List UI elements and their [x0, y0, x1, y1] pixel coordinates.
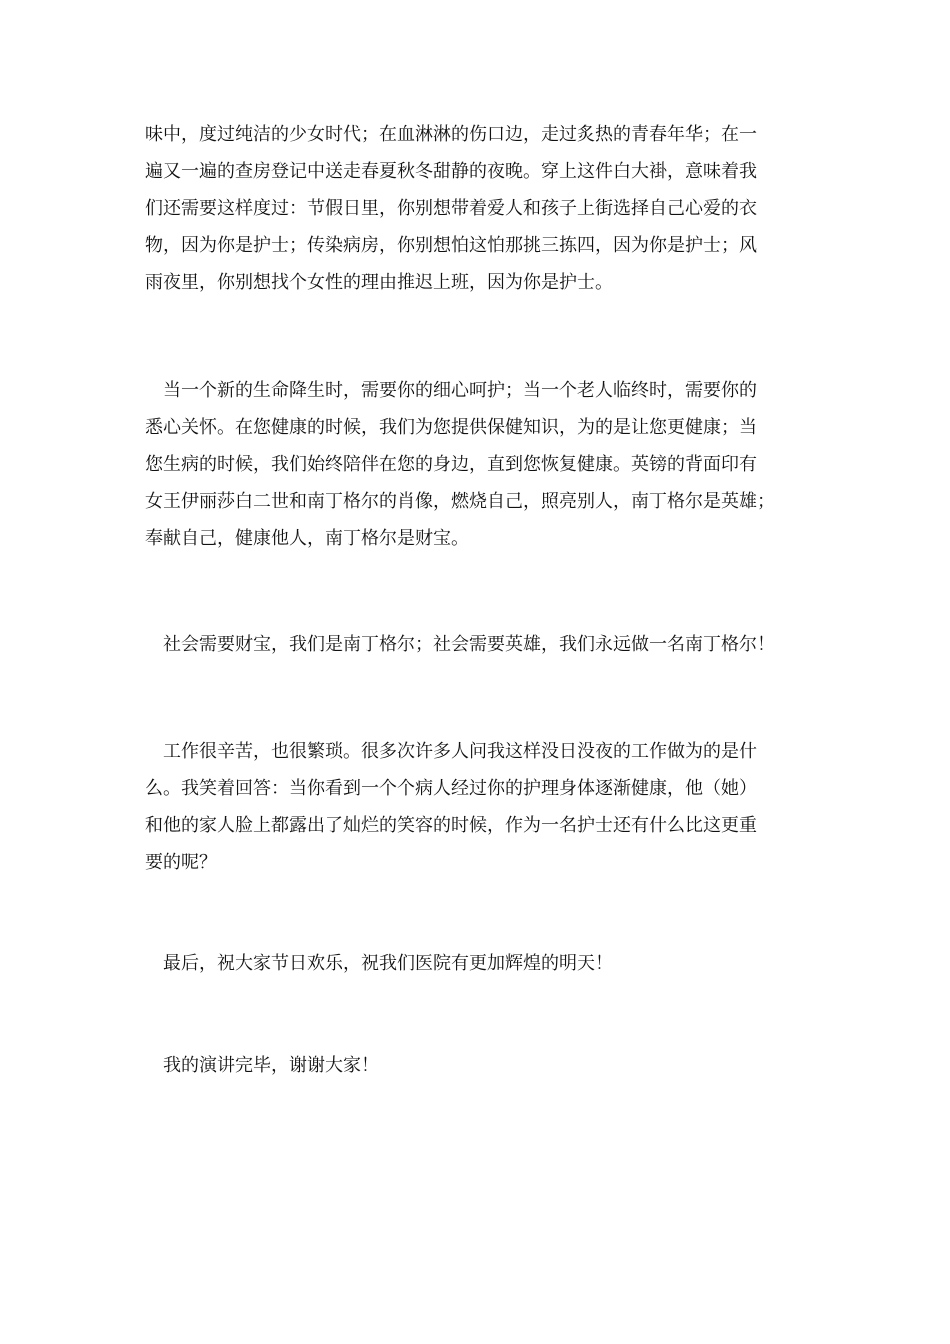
paragraph-care — [145, 372, 810, 557]
paragraph-work — [145, 733, 810, 881]
paragraph-line: 您生病的时候，我们始终陪伴在您的身边，直到您恢复健康。英镑的背面印有 — [145, 454, 757, 475]
paragraph-line: 工作很辛苦，也很繁琐。很多次许多人问我这样没日没夜的工作做为的是什 — [145, 741, 757, 762]
paragraph-line: 味中，度过纯洁的少女时代；在血淋淋的伤口边，走过炙热的青春年华；在一 — [145, 124, 757, 145]
paragraph-line: 们还需要这样度过：节假日里，你别想带着爱人和孩子上街选择自己心爱的衣 — [145, 198, 757, 219]
paragraph-line: 女王伊丽莎白二世和南丁格尔的肖像，燃烧自己，照亮别人，南丁格尔是英雄； — [145, 491, 775, 512]
paragraph-line: 和他的家人脸上都露出了灿烂的笑容的时候，作为一名护士还有什么比这更重 — [145, 815, 757, 836]
paragraph-line: 社会需要财宝，我们是南丁格尔；社会需要英雄，我们永远做一名南丁格尔！ — [145, 634, 775, 655]
paragraph-line: 要的呢？ — [145, 852, 217, 873]
paragraph-closing — [145, 1047, 810, 1084]
paragraph-line: 悉心关怀。在您健康的时候，我们为您提供保健知识，为的是让您更健康；当 — [145, 417, 757, 438]
paragraph-line: 雨夜里，你别想找个女性的理由推迟上班，因为你是护士。 — [145, 272, 613, 293]
paragraph-nurse-life — [145, 116, 810, 301]
paragraph-line: 奉献自己，健康他人，南丁格尔是财宝。 — [145, 528, 469, 549]
paragraph-society — [145, 626, 810, 663]
paragraph-line: 当一个新的生命降生时，需要你的细心呵护；当一个老人临终时，需要你的 — [145, 380, 757, 401]
paragraph-line: 物，因为你是护士；传染病房，你别想怕这怕那挑三拣四，因为你是护士；风 — [145, 235, 757, 256]
paragraph-line: 么。我笑着回答：当你看到一个个病人经过你的护理身体逐渐健康，他（她） — [145, 778, 757, 799]
paragraph-line: 我的演讲完毕，谢谢大家！ — [145, 1055, 379, 1076]
paragraph-wishes — [145, 945, 810, 982]
paragraph-line: 最后，祝大家节日欢乐，祝我们医院有更加辉煌的明天！ — [145, 953, 613, 974]
paragraph-line: 遍又一遍的查房登记中送走春夏秋冬甜静的夜晚。穿上这件白大褂，意味着我 — [145, 161, 757, 182]
